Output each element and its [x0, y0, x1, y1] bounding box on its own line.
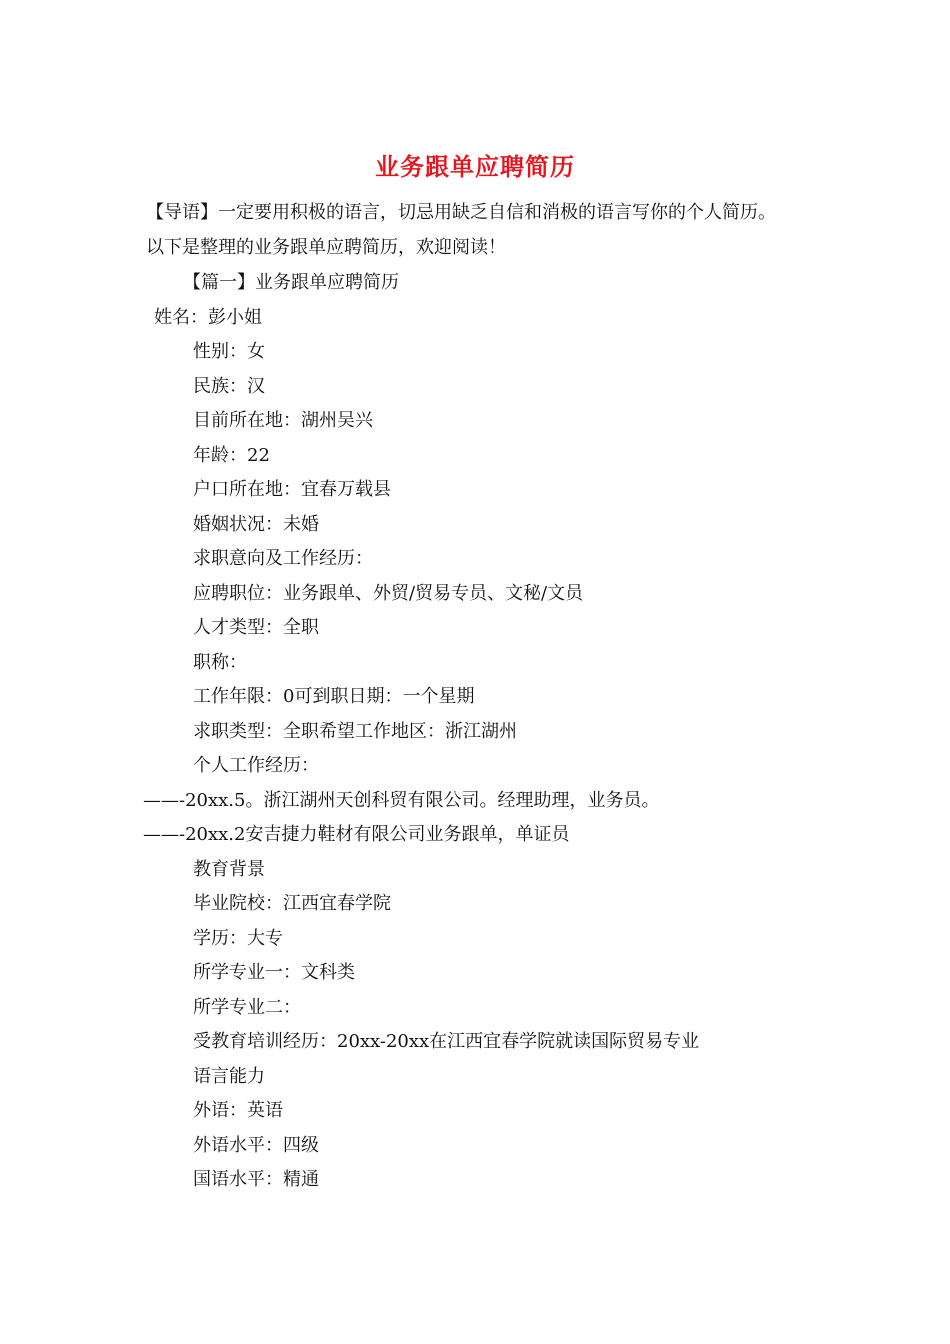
field-major-1: 所学专业一：文科类 — [193, 962, 355, 983]
page-title: 业务跟单应聘简历 — [375, 152, 575, 181]
intro-line-1: 【导语】一定要用积极的语言，切忌用缺乏自信和消极的语言写你的个人简历。 — [146, 202, 776, 223]
field-job-intent-heading: 求职意向及工作经历： — [193, 548, 373, 569]
work-history-item: ——-20xx.5。浙江湖州天创科贸有限公司。经理助理，业务员。 — [143, 790, 660, 811]
language-heading: 语言能力 — [193, 1066, 265, 1087]
name-field: 姓名：彭小姐 — [154, 307, 262, 328]
field-hukou: 户口所在地：宜春万载县 — [193, 479, 391, 500]
field-gender: 性别：女 — [193, 341, 265, 362]
field-mandarin-level: 国语水平：精通 — [193, 1169, 319, 1190]
field-degree: 学历：大专 — [193, 928, 283, 949]
field-work-history-heading: 个人工作经历： — [193, 755, 319, 776]
education-heading: 教育背景 — [193, 859, 265, 880]
field-training: 受教育培训经历：20xx-20xx在江西宜春学院就读国际贸易专业 — [193, 1031, 700, 1052]
section-heading: 【篇一】业务跟单应聘简历 — [183, 272, 399, 293]
field-title: 职称： — [193, 652, 247, 673]
field-marital-status: 婚姻状况：未婚 — [193, 514, 319, 535]
field-foreign-language: 外语：英语 — [193, 1100, 283, 1121]
intro-line-2: 以下是整理的业务跟单应聘简历，欢迎阅读！ — [146, 237, 506, 258]
work-history-item: ——-20xx.2安吉捷力鞋材有限公司业务跟单，单证员 — [143, 824, 570, 845]
field-ethnicity: 民族：汉 — [193, 376, 265, 397]
field-age: 年龄：22 — [193, 445, 270, 466]
field-position: 应聘职位：业务跟单、外贸/贸易专员、文秘/文员 — [193, 583, 584, 604]
field-current-location: 目前所在地：湖州吴兴 — [193, 410, 373, 431]
field-work-years: 工作年限：0可到职日期：一个星期 — [193, 686, 475, 707]
field-talent-type: 人才类型：全职 — [193, 617, 319, 638]
field-foreign-level: 外语水平：四级 — [193, 1135, 319, 1156]
field-job-type: 求职类型：全职希望工作地区：浙江湖州 — [193, 721, 517, 742]
field-major-2: 所学专业二： — [193, 997, 301, 1018]
field-school: 毕业院校：江西宜春学院 — [193, 893, 391, 914]
